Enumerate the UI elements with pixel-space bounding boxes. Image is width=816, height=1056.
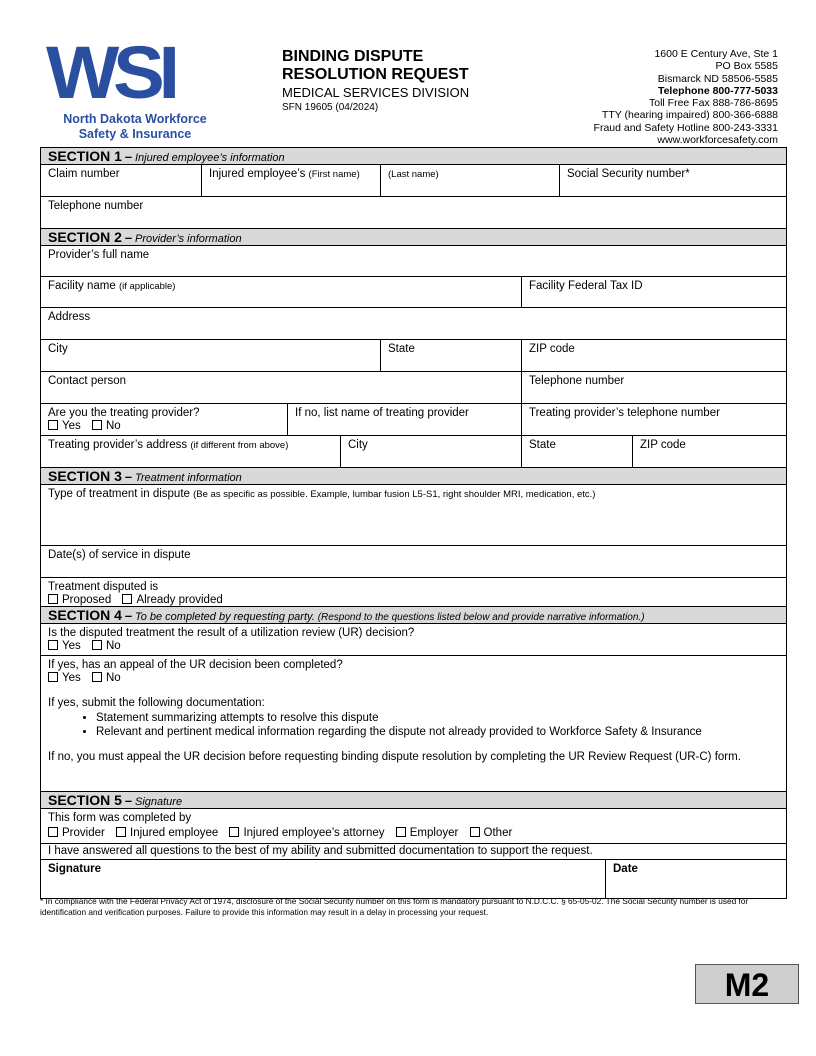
ur-appeal-instruction: If no, you must appeal the UR decision before requesting binding dispute resolution by completing the UR Review Request (UR-C) form. xyxy=(48,751,741,763)
section-2-subtitle: Provider’s information xyxy=(134,233,242,245)
treating-provider-name-label: If no, list name of treating provider xyxy=(295,407,469,419)
claim-number-field[interactable] xyxy=(41,165,202,196)
page-header xyxy=(0,0,816,148)
employer-option[interactable] xyxy=(396,827,459,839)
signature-row xyxy=(41,860,786,898)
city-state-zip-row xyxy=(41,340,786,372)
treating-state-label: State xyxy=(529,439,556,451)
section-3-number: SECTION 3 xyxy=(48,468,122,484)
treatment-disputed-question xyxy=(41,578,786,606)
facility-name-label: Facility name xyxy=(48,280,116,292)
injured-employee-label: Injured employee’s xyxy=(209,168,306,180)
appeal-yes-label: Yes xyxy=(62,672,81,684)
section-3-dash: – xyxy=(124,469,133,484)
treating-yes-label: Yes xyxy=(62,420,81,432)
division-name: MEDICAL SERVICES DIVISION xyxy=(282,85,470,100)
form-number: SFN 19605 (04/2024) xyxy=(282,102,379,113)
section-5-dash: – xyxy=(124,793,133,808)
form-code-badge: M2 xyxy=(695,964,799,1004)
treatment-type-field[interactable] xyxy=(41,485,786,545)
ur-question-label: Is the disputed treatment the result of a utilization review (UR) decision? xyxy=(48,627,415,639)
contact-person-label: Contact person xyxy=(48,375,126,387)
facility-row xyxy=(41,277,786,308)
treating-telephone-label: Treating provider’s telephone number xyxy=(529,407,720,419)
privacy-footnote: * In compliance with the Federal Privacy Act of 1974, disclosure of the Social Security number on this form is mandatory pursuant to N.D.C.C. § 65-05-02. The Social Security number is used for identification and verification purposes. Failure to provide this information may result in a delay in processing your request. xyxy=(40,896,749,917)
section-4-number: SECTION 4 xyxy=(48,607,122,623)
tty-line: TTY (hearing impaired) 800-366-6888 xyxy=(601,109,778,122)
appeal-yes-checkbox[interactable] xyxy=(48,672,58,682)
last-name-label: (Last name) xyxy=(388,169,439,180)
submit-documentation-label: If yes, submit the following documentation: xyxy=(48,697,265,709)
ur-question-row xyxy=(41,624,786,656)
contact-person-field[interactable] xyxy=(41,372,522,403)
treating-address-label: Treating provider’s address xyxy=(48,439,188,451)
section-4-note: (Respond to the questions listed below and provide narrative information.) xyxy=(317,612,645,623)
treating-provider-label: Are you the treating provider? xyxy=(48,407,200,419)
section-5-number: SECTION 5 xyxy=(48,792,122,808)
fax-line: Toll Free Fax 888-786-8695 xyxy=(649,97,778,110)
zip-field[interactable] xyxy=(522,340,786,371)
ur-question xyxy=(41,624,786,655)
injured-employee-label: Injured employee xyxy=(130,827,219,839)
provider-address-field[interactable] xyxy=(41,308,786,339)
already-provided-checkbox[interactable] xyxy=(122,594,132,604)
provider-label: Provider xyxy=(62,827,105,839)
treatment-type-row xyxy=(41,485,786,546)
completed-by-row xyxy=(41,809,786,844)
address-line-3: Bismarck ND 58506-5585 xyxy=(657,72,778,85)
already-provided-label: Already provided xyxy=(136,594,223,606)
first-name-label: (First name) xyxy=(308,169,360,180)
proposed-checkbox[interactable] xyxy=(48,594,58,604)
documentation-item-2: • Relevant and pertinent medical information regarding the dispute not already provided to Workforce Safety & Insurance xyxy=(96,726,786,739)
section-4-header xyxy=(41,606,786,624)
employee-telephone-label: Telephone number xyxy=(48,200,144,212)
dispute-form xyxy=(40,147,787,899)
first-name-field[interactable] xyxy=(202,165,381,196)
treating-no-label: No xyxy=(105,420,121,432)
tax-id-label: Facility Federal Tax ID xyxy=(529,280,643,292)
already-provided-option[interactable] xyxy=(122,594,222,606)
treating-no-option[interactable] xyxy=(92,420,121,432)
section-5-subtitle: Signature xyxy=(134,796,183,808)
section-1-header xyxy=(41,148,786,165)
title-line-1: BINDING DISPUTE xyxy=(282,48,424,65)
treating-provider-question xyxy=(41,404,288,435)
attorney-option[interactable] xyxy=(229,827,384,839)
attestation-row xyxy=(41,844,786,860)
signature-label: Signature xyxy=(48,863,102,875)
claim-number-label: Claim number xyxy=(48,168,120,180)
provider-name-label: Provider’s full name xyxy=(48,249,150,261)
facility-name-note: (if applicable) xyxy=(118,281,176,292)
last-name-field[interactable] xyxy=(381,165,560,196)
contact-block xyxy=(498,48,778,146)
contact-row xyxy=(41,372,786,404)
section-4-dash: – xyxy=(124,608,133,623)
section-4-subtitle: To be completed by requesting party. xyxy=(134,611,315,623)
facility-name-field[interactable] xyxy=(41,277,522,307)
address-line-2: PO Box 5585 xyxy=(715,60,778,73)
ur-no-label: No xyxy=(105,640,121,652)
section-1-number: SECTION 1 xyxy=(48,148,122,164)
appeal-question-label: If yes, has an appeal of the UR decision been completed? xyxy=(48,659,343,671)
employee-telephone-field[interactable] xyxy=(41,197,786,228)
ur-yes-label: Yes xyxy=(62,640,81,652)
completed-by-label: This form was completed by xyxy=(48,812,192,824)
documentation-item-1: • Statement summarizing attempts to resolve this dispute xyxy=(96,712,786,725)
treating-telephone-field[interactable] xyxy=(522,404,786,435)
address-line-1: 1600 E Century Ave, Ste 1 xyxy=(654,48,778,60)
provider-name-row xyxy=(41,246,786,277)
ssn-label: Social Security number* xyxy=(567,168,690,180)
treating-zip-field[interactable] xyxy=(633,436,786,467)
provider-option[interactable] xyxy=(48,827,105,839)
date-label: Date xyxy=(613,863,638,875)
treatment-disputed-label: Treatment disputed is xyxy=(48,581,159,593)
completed-by-question xyxy=(41,809,786,843)
city-field[interactable] xyxy=(41,340,381,371)
treatment-type-label: Type of treatment in dispute xyxy=(48,488,190,500)
treating-zip-label: ZIP code xyxy=(640,439,686,451)
provider-name-field[interactable] xyxy=(41,246,786,276)
proposed-option[interactable] xyxy=(48,594,111,606)
treating-provider-row xyxy=(41,404,786,436)
telephone-line: Telephone 800-777-5033 xyxy=(657,84,778,97)
other-checkbox[interactable] xyxy=(470,827,480,837)
wsi-logo: WSI xyxy=(46,31,174,114)
treatment-type-note: (Be as specific as possible. Example, lumbar fusion L5-S1, right shoulder MRI, medication, etc.) xyxy=(193,489,596,500)
service-dates-label: Date(s) of service in dispute xyxy=(48,549,191,561)
section-5-header xyxy=(41,791,786,809)
appeal-no-label: No xyxy=(105,672,121,684)
ur-yes-option[interactable] xyxy=(48,640,81,652)
attorney-label: Injured employee’s attorney xyxy=(243,827,385,839)
treating-address-row xyxy=(41,436,786,467)
treating-state-field[interactable] xyxy=(522,436,633,467)
treating-yes-option[interactable] xyxy=(48,420,81,432)
injured-employee-option[interactable] xyxy=(116,827,218,839)
injured-employee-checkbox[interactable] xyxy=(116,827,126,837)
city-label: City xyxy=(48,343,68,355)
provider-telephone-label: Telephone number xyxy=(529,375,625,387)
fraud-line: Fraud and Safety Hotline 800-243-3331 xyxy=(593,121,778,134)
appeal-no-checkbox[interactable] xyxy=(92,672,102,682)
service-dates-field[interactable] xyxy=(41,546,786,577)
section-3-header xyxy=(41,467,786,485)
treating-yes-checkbox[interactable] xyxy=(48,420,58,430)
section-1-row-2 xyxy=(41,197,786,228)
provider-telephone-field[interactable] xyxy=(522,372,786,403)
appeal-question xyxy=(41,656,786,791)
provider-checkbox[interactable] xyxy=(48,827,58,837)
signature-field[interactable] xyxy=(41,860,606,898)
section-3-subtitle: Treatment information xyxy=(134,472,242,484)
treatment-disputed-row xyxy=(41,578,786,606)
date-field[interactable] xyxy=(606,860,786,898)
section-2-number: SECTION 2 xyxy=(48,229,122,245)
section-1-subtitle: Injured employee’s information xyxy=(134,152,285,164)
state-field[interactable] xyxy=(381,340,522,371)
ssn-field[interactable] xyxy=(560,165,786,196)
attorney-checkbox[interactable] xyxy=(229,827,239,837)
ur-no-option[interactable] xyxy=(92,640,121,652)
documentation-list xyxy=(48,712,786,739)
section-1-dash: – xyxy=(124,149,133,164)
treating-provider-name-field[interactable] xyxy=(288,404,522,435)
logo-line-2: Safety & Insurance xyxy=(78,127,192,141)
state-label: State xyxy=(388,343,415,355)
section-2-header xyxy=(41,228,786,246)
treating-city-field[interactable] xyxy=(341,436,522,467)
address-row xyxy=(41,308,786,340)
treating-city-label: City xyxy=(348,439,368,451)
title-line-2: RESOLUTION REQUEST xyxy=(282,66,469,83)
section-2-dash: – xyxy=(124,230,133,245)
employer-label: Employer xyxy=(409,827,459,839)
treating-address-field[interactable] xyxy=(41,436,341,467)
proposed-label: Proposed xyxy=(62,594,112,606)
appeal-no-option[interactable] xyxy=(92,672,121,684)
treating-no-checkbox[interactable] xyxy=(92,420,102,430)
appeal-block xyxy=(41,656,786,791)
employer-checkbox[interactable] xyxy=(396,827,406,837)
service-dates-row xyxy=(41,546,786,578)
provider-address-label: Address xyxy=(48,311,91,323)
attestation-text: I have answered all questions to the best of my ability and submitted documentation to support the request. xyxy=(48,845,593,857)
logo-line-1: North Dakota Workforce xyxy=(63,112,207,126)
other-label: Other xyxy=(483,827,513,839)
section-1-row-1 xyxy=(41,165,786,197)
website-link[interactable]: www.workforcesafety.com xyxy=(657,134,778,147)
ur-yes-checkbox[interactable] xyxy=(48,640,58,650)
logo-subtitle xyxy=(50,112,220,142)
tax-id-field[interactable] xyxy=(522,277,786,307)
ur-no-checkbox[interactable] xyxy=(92,640,102,650)
appeal-yes-option[interactable] xyxy=(48,672,81,684)
zip-label: ZIP code xyxy=(529,343,575,355)
other-option[interactable] xyxy=(470,827,513,839)
treating-address-note: (if different from above) xyxy=(190,440,289,451)
